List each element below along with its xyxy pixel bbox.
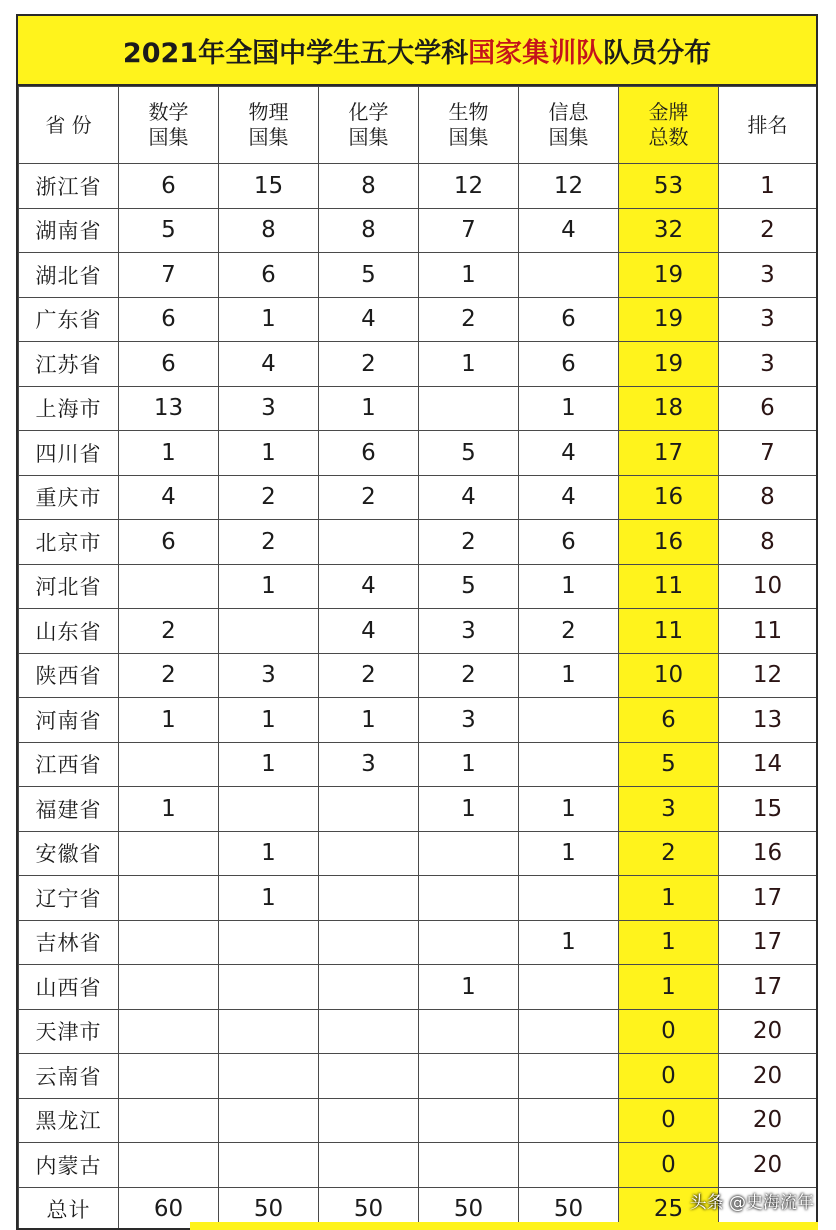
informatics-cell xyxy=(519,1143,619,1188)
informatics-cell: 2 xyxy=(519,609,619,654)
gold-total-cell: 1 xyxy=(619,876,719,921)
physics-cell: 2 xyxy=(219,475,319,520)
rank-cell: 3 xyxy=(719,297,817,342)
biology-cell: 5 xyxy=(419,431,519,476)
table-row xyxy=(19,431,817,476)
math-cell xyxy=(119,1009,219,1054)
biology-cell xyxy=(419,920,519,965)
chemistry-cell: 5 xyxy=(319,253,419,298)
biology-cell xyxy=(419,876,519,921)
informatics-cell: 4 xyxy=(519,475,619,520)
physics-cell: 15 xyxy=(219,164,319,209)
physics-cell xyxy=(219,609,319,654)
physics-cell: 1 xyxy=(219,742,319,787)
gold-total-cell: 32 xyxy=(619,208,719,253)
math-cell: 2 xyxy=(119,653,219,698)
header-rank xyxy=(719,87,817,164)
chemistry-cell xyxy=(319,876,419,921)
watermark: 头条 @史海流年 xyxy=(689,1192,814,1213)
header-gold-total-line2: 总数 xyxy=(648,125,689,149)
title-suffix: 队员分布 xyxy=(603,37,712,69)
biology-cell: 2 xyxy=(419,297,519,342)
title-highlight: 国家集训队 xyxy=(468,37,604,69)
province-cell: 河北省 xyxy=(19,564,119,609)
header-chemistry-line1: 化学 xyxy=(348,100,389,124)
header-math-line2: 国集 xyxy=(148,125,189,149)
math-cell xyxy=(119,1143,219,1188)
chemistry-cell xyxy=(319,787,419,832)
physics-cell: 4 xyxy=(219,342,319,387)
biology-cell: 1 xyxy=(419,742,519,787)
gold-total-cell: 3 xyxy=(619,787,719,832)
table-row xyxy=(19,742,817,787)
physics-cell xyxy=(219,787,319,832)
gold-total-cell: 17 xyxy=(619,431,719,476)
chemistry-cell: 3 xyxy=(319,742,419,787)
informatics-cell: 1 xyxy=(519,386,619,431)
table-row xyxy=(19,208,817,253)
biology-cell: 1 xyxy=(419,787,519,832)
chemistry-cell xyxy=(319,1143,419,1188)
informatics-cell xyxy=(519,876,619,921)
biology-cell xyxy=(419,1098,519,1143)
biology-cell: 1 xyxy=(419,965,519,1010)
math-cell: 1 xyxy=(119,698,219,743)
header-informatics xyxy=(519,87,619,164)
biology-cell: 1 xyxy=(419,253,519,298)
math-cell xyxy=(119,920,219,965)
table-row xyxy=(19,475,817,520)
chemistry-cell: 1 xyxy=(319,386,419,431)
informatics-cell xyxy=(519,253,619,298)
physics-cell: 1 xyxy=(219,698,319,743)
math-cell xyxy=(119,965,219,1010)
physics-cell: 1 xyxy=(219,297,319,342)
chemistry-cell: 2 xyxy=(319,475,419,520)
informatics-cell: 1 xyxy=(519,564,619,609)
province-cell: 湖北省 xyxy=(19,253,119,298)
biology-cell: 2 xyxy=(419,520,519,565)
informatics-cell: 12 xyxy=(519,164,619,209)
chemistry-cell xyxy=(319,520,419,565)
header-informatics-line1: 信息 xyxy=(548,100,589,124)
physics-cell: 1 xyxy=(219,831,319,876)
rank-cell: 3 xyxy=(719,342,817,387)
physics-cell: 1 xyxy=(219,876,319,921)
province-cell: 北京市 xyxy=(19,520,119,565)
header-chemistry-line2: 国集 xyxy=(348,125,389,149)
biology-cell: 4 xyxy=(419,475,519,520)
informatics-cell xyxy=(519,965,619,1010)
header-gold-total-line1: 金牌 xyxy=(648,100,689,124)
gold-total-cell: 19 xyxy=(619,253,719,298)
table-row xyxy=(19,164,817,209)
title-prefix: 2021年全国中学生五大学科 xyxy=(122,37,469,69)
province-cell: 陕西省 xyxy=(19,653,119,698)
table-row xyxy=(19,297,817,342)
province-cell: 内蒙古 xyxy=(19,1143,119,1188)
chemistry-cell xyxy=(319,831,419,876)
rank-cell: 16 xyxy=(719,831,817,876)
physics-cell xyxy=(219,1054,319,1099)
rank-cell: 17 xyxy=(719,920,817,965)
rank-cell: 15 xyxy=(719,787,817,832)
informatics-cell xyxy=(519,1054,619,1099)
table-body xyxy=(19,164,817,1188)
chemistry-cell: 2 xyxy=(319,653,419,698)
table-row xyxy=(19,386,817,431)
informatics-cell xyxy=(519,742,619,787)
gold-total-cell: 1 xyxy=(619,920,719,965)
table-row xyxy=(19,1009,817,1054)
math-cell: 1 xyxy=(119,431,219,476)
math-cell: 6 xyxy=(119,520,219,565)
rank-cell: 17 xyxy=(719,965,817,1010)
physics-cell xyxy=(219,1143,319,1188)
informatics-cell xyxy=(519,1098,619,1143)
total-informatics: 50 xyxy=(519,1187,619,1230)
rank-cell: 20 xyxy=(719,1009,817,1054)
biology-cell xyxy=(419,1054,519,1099)
physics-cell: 1 xyxy=(219,564,319,609)
table-row xyxy=(19,1143,817,1188)
chemistry-cell: 6 xyxy=(319,431,419,476)
chemistry-cell: 4 xyxy=(319,297,419,342)
province-cell: 四川省 xyxy=(19,431,119,476)
informatics-cell: 4 xyxy=(519,208,619,253)
physics-cell: 3 xyxy=(219,386,319,431)
rank-cell: 8 xyxy=(719,520,817,565)
header-biology-line1: 生物 xyxy=(448,100,489,124)
biology-cell: 1 xyxy=(419,342,519,387)
table-row xyxy=(19,698,817,743)
rank-cell: 17 xyxy=(719,876,817,921)
informatics-cell xyxy=(519,698,619,743)
physics-cell xyxy=(219,1098,319,1143)
gold-total-cell: 1 xyxy=(619,965,719,1010)
math-cell xyxy=(119,564,219,609)
table-row xyxy=(19,876,817,921)
biology-cell: 5 xyxy=(419,564,519,609)
province-cell: 吉林省 xyxy=(19,920,119,965)
math-cell: 1 xyxy=(119,787,219,832)
chemistry-cell: 4 xyxy=(319,609,419,654)
biology-cell xyxy=(419,1143,519,1188)
header-gold-total xyxy=(619,87,719,164)
gold-total-cell: 19 xyxy=(619,297,719,342)
biology-cell xyxy=(419,1009,519,1054)
math-cell xyxy=(119,742,219,787)
province-cell: 安徽省 xyxy=(19,831,119,876)
gold-total-cell: 0 xyxy=(619,1098,719,1143)
physics-cell: 2 xyxy=(219,520,319,565)
physics-cell xyxy=(219,1009,319,1054)
header-province xyxy=(19,87,119,164)
chemistry-cell: 1 xyxy=(319,698,419,743)
total-chemistry: 50 xyxy=(319,1187,419,1230)
province-cell: 湖南省 xyxy=(19,208,119,253)
rank-cell: 7 xyxy=(719,431,817,476)
math-cell: 5 xyxy=(119,208,219,253)
informatics-cell: 1 xyxy=(519,653,619,698)
province-cell: 上海市 xyxy=(19,386,119,431)
biology-cell: 2 xyxy=(419,653,519,698)
chemistry-cell: 2 xyxy=(319,342,419,387)
gold-total-cell: 2 xyxy=(619,831,719,876)
table-row xyxy=(19,1054,817,1099)
table-row xyxy=(19,609,817,654)
table-row xyxy=(19,564,817,609)
biology-cell: 12 xyxy=(419,164,519,209)
table-row xyxy=(19,520,817,565)
math-cell: 4 xyxy=(119,475,219,520)
informatics-cell: 1 xyxy=(519,787,619,832)
math-cell: 2 xyxy=(119,609,219,654)
header-chemistry xyxy=(319,87,419,164)
chemistry-cell: 8 xyxy=(319,208,419,253)
rank-cell: 20 xyxy=(719,1098,817,1143)
header-math-line1: 数学 xyxy=(148,100,189,124)
gold-total-cell: 5 xyxy=(619,742,719,787)
gold-total-cell: 0 xyxy=(619,1054,719,1099)
table-row xyxy=(19,920,817,965)
table-row xyxy=(19,253,817,298)
gold-total-cell: 18 xyxy=(619,386,719,431)
rank-cell: 20 xyxy=(719,1054,817,1099)
header-biology xyxy=(419,87,519,164)
informatics-cell: 1 xyxy=(519,920,619,965)
gold-total-cell: 16 xyxy=(619,520,719,565)
province-cell: 福建省 xyxy=(19,787,119,832)
bottom-strip xyxy=(190,1222,818,1230)
math-cell: 6 xyxy=(119,297,219,342)
physics-cell: 8 xyxy=(219,208,319,253)
distribution-table xyxy=(18,86,817,1230)
header-math xyxy=(119,87,219,164)
informatics-cell: 6 xyxy=(519,297,619,342)
chemistry-cell xyxy=(319,1054,419,1099)
header-informatics-line2: 国集 xyxy=(548,125,589,149)
math-cell: 7 xyxy=(119,253,219,298)
gold-total-cell: 19 xyxy=(619,342,719,387)
province-cell: 江苏省 xyxy=(19,342,119,387)
province-cell: 黑龙江 xyxy=(19,1098,119,1143)
header-physics xyxy=(219,87,319,164)
rank-cell: 13 xyxy=(719,698,817,743)
math-cell xyxy=(119,1054,219,1099)
page-title xyxy=(18,16,816,86)
table-row xyxy=(19,653,817,698)
table-sheet xyxy=(16,14,818,1230)
header-province-line1: 省 份 xyxy=(45,112,92,137)
total-math: 60 xyxy=(119,1187,219,1230)
gold-total-cell: 53 xyxy=(619,164,719,209)
physics-cell xyxy=(219,965,319,1010)
header-physics-line1: 物理 xyxy=(248,100,289,124)
chemistry-cell: 4 xyxy=(319,564,419,609)
header-row xyxy=(19,87,817,164)
informatics-cell: 1 xyxy=(519,831,619,876)
table-row xyxy=(19,965,817,1010)
physics-cell xyxy=(219,920,319,965)
rank-cell: 11 xyxy=(719,609,817,654)
table-row xyxy=(19,342,817,387)
rank-cell: 3 xyxy=(719,253,817,298)
gold-total-cell: 11 xyxy=(619,564,719,609)
gold-total-cell: 0 xyxy=(619,1009,719,1054)
table-row xyxy=(19,1098,817,1143)
chemistry-cell: 8 xyxy=(319,164,419,209)
table-row xyxy=(19,831,817,876)
gold-total-cell: 10 xyxy=(619,653,719,698)
math-cell: 13 xyxy=(119,386,219,431)
header-physics-line2: 国集 xyxy=(248,125,289,149)
gold-total-cell: 6 xyxy=(619,698,719,743)
province-cell: 重庆市 xyxy=(19,475,119,520)
rank-cell: 20 xyxy=(719,1143,817,1188)
province-cell: 山西省 xyxy=(19,965,119,1010)
math-cell: 6 xyxy=(119,342,219,387)
physics-cell: 1 xyxy=(219,431,319,476)
rank-cell: 10 xyxy=(719,564,817,609)
total-label: 总计 xyxy=(19,1187,119,1230)
informatics-cell xyxy=(519,1009,619,1054)
total-gold: 25 xyxy=(619,1187,719,1230)
biology-cell xyxy=(419,386,519,431)
gold-total-cell: 11 xyxy=(619,609,719,654)
gold-total-cell: 16 xyxy=(619,475,719,520)
biology-cell: 7 xyxy=(419,208,519,253)
biology-cell xyxy=(419,831,519,876)
chemistry-cell xyxy=(319,965,419,1010)
gold-total-cell: 0 xyxy=(619,1143,719,1188)
province-cell: 河南省 xyxy=(19,698,119,743)
rank-cell: 2 xyxy=(719,208,817,253)
rank-cell: 8 xyxy=(719,475,817,520)
header-biology-line2: 国集 xyxy=(448,125,489,149)
province-cell: 天津市 xyxy=(19,1009,119,1054)
rank-cell: 12 xyxy=(719,653,817,698)
physics-cell: 3 xyxy=(219,653,319,698)
province-cell: 广东省 xyxy=(19,297,119,342)
province-cell: 云南省 xyxy=(19,1054,119,1099)
chemistry-cell xyxy=(319,920,419,965)
math-cell: 6 xyxy=(119,164,219,209)
rank-cell: 14 xyxy=(719,742,817,787)
total-physics: 50 xyxy=(219,1187,319,1230)
informatics-cell: 6 xyxy=(519,342,619,387)
math-cell xyxy=(119,1098,219,1143)
header-rank-line1: 排名 xyxy=(747,112,788,137)
province-cell: 山东省 xyxy=(19,609,119,654)
province-cell: 辽宁省 xyxy=(19,876,119,921)
province-cell: 江西省 xyxy=(19,742,119,787)
math-cell xyxy=(119,876,219,921)
chemistry-cell xyxy=(319,1098,419,1143)
biology-cell: 3 xyxy=(419,698,519,743)
math-cell xyxy=(119,831,219,876)
informatics-cell: 6 xyxy=(519,520,619,565)
rank-cell: 1 xyxy=(719,164,817,209)
biology-cell: 3 xyxy=(419,609,519,654)
informatics-cell: 4 xyxy=(519,431,619,476)
rank-cell: 6 xyxy=(719,386,817,431)
total-biology: 50 xyxy=(419,1187,519,1230)
table-row xyxy=(19,787,817,832)
province-cell: 浙江省 xyxy=(19,164,119,209)
physics-cell: 6 xyxy=(219,253,319,298)
chemistry-cell xyxy=(319,1009,419,1054)
